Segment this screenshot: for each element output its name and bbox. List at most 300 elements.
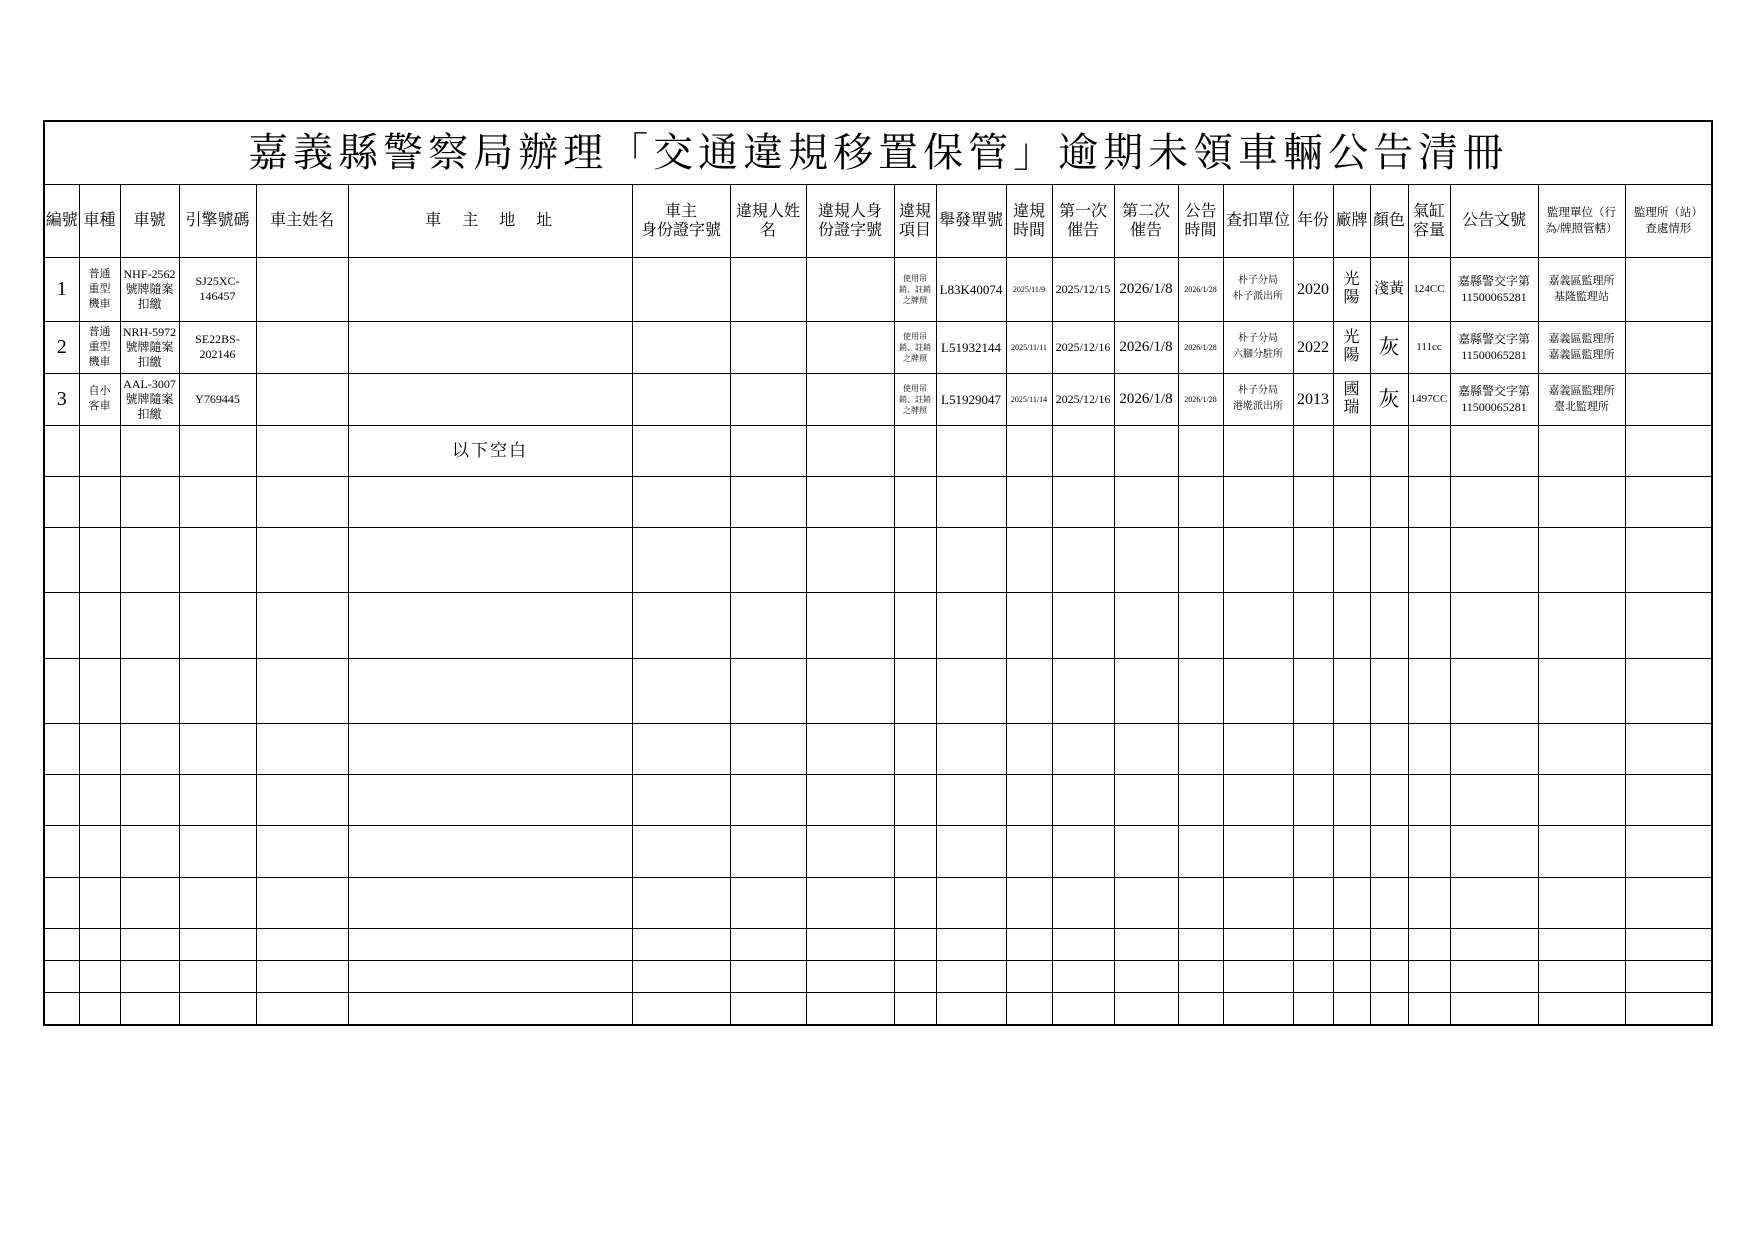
cell-owner-address	[348, 723, 632, 774]
cell-year	[1293, 476, 1333, 527]
cell-violation-time	[1006, 877, 1052, 928]
table-row	[44, 774, 1712, 825]
cell-first-notice: 2025/12/15	[1052, 257, 1114, 321]
cell-owner-name	[256, 425, 348, 476]
cell-announcement-no: 嘉縣警交字第 11500065281	[1450, 257, 1538, 321]
cell-second-notice	[1114, 658, 1178, 723]
cell-violation-time: 2025/11/11	[1006, 321, 1052, 373]
cell-violation-item	[894, 592, 936, 658]
cell-seizing-unit	[1223, 992, 1293, 1025]
cell-owner-id	[632, 476, 730, 527]
cell-owner-id	[632, 825, 730, 877]
cell-violation-time	[1006, 774, 1052, 825]
cell-announce-time	[1178, 527, 1223, 592]
cell-registry-office	[1538, 592, 1625, 658]
cell-no	[44, 425, 79, 476]
cell-displacement	[1408, 425, 1450, 476]
cell-second-notice	[1114, 774, 1178, 825]
cell-violation-item	[894, 992, 936, 1025]
cell-registry-office: 嘉義區監理所 臺北監理所	[1538, 373, 1625, 425]
cell-inspection-status	[1625, 592, 1712, 658]
cell-violator-name	[730, 373, 806, 425]
cell-seizing-unit	[1223, 425, 1293, 476]
cell-registry-office	[1538, 527, 1625, 592]
header-owner-address: 車 主 地 址	[348, 184, 632, 257]
cell-violation-item: 使用吊 銷、註銷 之牌照	[894, 257, 936, 321]
cell-owner-id	[632, 321, 730, 373]
cell-violation-item	[894, 527, 936, 592]
cell-year	[1293, 928, 1333, 960]
cell-vehicle-type	[79, 425, 120, 476]
cell-first-notice	[1052, 723, 1114, 774]
cell-first-notice	[1052, 992, 1114, 1025]
cell-plate	[120, 960, 179, 992]
table-body	[44, 257, 1712, 1025]
cell-seizing-unit: 朴子分局 朴子派出所	[1223, 257, 1293, 321]
cell-brand	[1333, 774, 1370, 825]
cell-owner-address	[348, 527, 632, 592]
cell-owner-address	[348, 877, 632, 928]
cell-vehicle-type	[79, 992, 120, 1025]
cell-violator-id	[806, 527, 894, 592]
cell-inspection-status	[1625, 877, 1712, 928]
cell-violation-time	[1006, 992, 1052, 1025]
cell-vehicle-type: 自小 客車	[79, 373, 120, 425]
cell-color	[1370, 877, 1408, 928]
cell-registry-office	[1538, 825, 1625, 877]
cell-owner-name	[256, 321, 348, 373]
cell-vehicle-type	[79, 960, 120, 992]
cell-inspection-status	[1625, 723, 1712, 774]
cell-owner-name	[256, 825, 348, 877]
cell-violation-item	[894, 825, 936, 877]
cell-inspection-status	[1625, 321, 1712, 373]
cell-violator-id	[806, 723, 894, 774]
cell-violation-time	[1006, 825, 1052, 877]
cell-brand	[1333, 592, 1370, 658]
cell-owner-id	[632, 592, 730, 658]
cell-owner-name	[256, 476, 348, 527]
cell-vehicle-type	[79, 592, 120, 658]
cell-announce-time	[1178, 658, 1223, 723]
cell-first-notice: 2025/12/16	[1052, 373, 1114, 425]
cell-brand	[1333, 527, 1370, 592]
cell-violation-item	[894, 774, 936, 825]
cell-violator-name	[730, 928, 806, 960]
cell-second-notice	[1114, 992, 1178, 1025]
cell-announce-time: 2026/1/28	[1178, 257, 1223, 321]
cell-violation-item	[894, 476, 936, 527]
cell-owner-name	[256, 257, 348, 321]
cell-seizing-unit: 朴子分局 港墘派出所	[1223, 373, 1293, 425]
cell-violator-id	[806, 877, 894, 928]
cell-violator-name	[730, 592, 806, 658]
cell-no	[44, 992, 79, 1025]
cell-plate: NHF-2562 號牌隨案 扣繳	[120, 257, 179, 321]
cell-brand	[1333, 658, 1370, 723]
header-owner-name: 車主姓名	[256, 184, 348, 257]
cell-registry-office	[1538, 774, 1625, 825]
header-brand: 廠牌	[1333, 184, 1370, 257]
cell-year	[1293, 658, 1333, 723]
cell-no	[44, 723, 79, 774]
table-row	[44, 425, 1712, 476]
cell-violator-id	[806, 658, 894, 723]
cell-owner-id	[632, 373, 730, 425]
cell-vehicle-type	[79, 476, 120, 527]
cell-owner-address	[348, 321, 632, 373]
cell-owner-address	[348, 928, 632, 960]
cell-announce-time	[1178, 960, 1223, 992]
cell-brand	[1333, 960, 1370, 992]
cell-owner-id	[632, 425, 730, 476]
cell-color	[1370, 928, 1408, 960]
announcement-table	[43, 120, 1713, 1026]
cell-brand	[1333, 425, 1370, 476]
cell-announce-time	[1178, 723, 1223, 774]
cell-announcement-no	[1450, 774, 1538, 825]
cell-first-notice	[1052, 928, 1114, 960]
cell-violator-name	[730, 992, 806, 1025]
cell-ticket-no: L51932144	[936, 321, 1006, 373]
cell-owner-name	[256, 723, 348, 774]
cell-vehicle-type: 普通 重型 機車	[79, 257, 120, 321]
cell-displacement	[1408, 723, 1450, 774]
table-row	[44, 592, 1712, 658]
cell-no	[44, 825, 79, 877]
table-row	[44, 321, 1712, 373]
cell-seizing-unit	[1223, 928, 1293, 960]
cell-year	[1293, 425, 1333, 476]
cell-violator-name	[730, 321, 806, 373]
cell-violation-item	[894, 928, 936, 960]
cell-engine-no: SE22BS- 202146	[179, 321, 256, 373]
table-row	[44, 928, 1712, 960]
cell-seizing-unit	[1223, 877, 1293, 928]
cell-displacement	[1408, 527, 1450, 592]
cell-color	[1370, 592, 1408, 658]
header-violator-name: 違規人姓 名	[730, 184, 806, 257]
cell-announce-time	[1178, 928, 1223, 960]
cell-violator-id	[806, 592, 894, 658]
cell-engine-no	[179, 723, 256, 774]
cell-violation-time	[1006, 960, 1052, 992]
cell-year	[1293, 723, 1333, 774]
cell-announcement-no	[1450, 825, 1538, 877]
cell-announcement-no	[1450, 723, 1538, 774]
cell-ticket-no	[936, 723, 1006, 774]
cell-color: 灰	[1370, 373, 1408, 425]
cell-second-notice	[1114, 960, 1178, 992]
title-row	[44, 121, 1712, 184]
cell-vehicle-type	[79, 723, 120, 774]
cell-plate	[120, 425, 179, 476]
cell-violation-item: 使用吊 銷、註銷 之牌照	[894, 321, 936, 373]
cell-violator-name	[730, 658, 806, 723]
header-owner-id: 車主 身份證字號	[632, 184, 730, 257]
cell-announce-time	[1178, 425, 1223, 476]
cell-inspection-status	[1625, 425, 1712, 476]
cell-owner-name	[256, 527, 348, 592]
cell-first-notice	[1052, 425, 1114, 476]
cell-displacement	[1408, 992, 1450, 1025]
cell-color	[1370, 527, 1408, 592]
cell-violation-time	[1006, 592, 1052, 658]
cell-owner-id	[632, 723, 730, 774]
cell-first-notice	[1052, 658, 1114, 723]
cell-registry-office	[1538, 723, 1625, 774]
cell-no	[44, 877, 79, 928]
cell-owner-id	[632, 527, 730, 592]
cell-owner-address	[348, 476, 632, 527]
cell-owner-name	[256, 877, 348, 928]
cell-violator-name	[730, 825, 806, 877]
cell-engine-no	[179, 774, 256, 825]
cell-announcement-no	[1450, 527, 1538, 592]
cell-inspection-status	[1625, 373, 1712, 425]
cell-second-notice: 2026/1/8	[1114, 373, 1178, 425]
table-row	[44, 723, 1712, 774]
cell-ticket-no: L51929047	[936, 373, 1006, 425]
cell-owner-name	[256, 592, 348, 658]
cell-violator-id	[806, 257, 894, 321]
cell-ticket-no	[936, 774, 1006, 825]
header-vehicle-type: 車種	[79, 184, 120, 257]
cell-year	[1293, 527, 1333, 592]
cell-registry-office: 嘉義區監理所 基隆監理站	[1538, 257, 1625, 321]
cell-owner-id	[632, 658, 730, 723]
cell-owner-name	[256, 373, 348, 425]
cell-seizing-unit	[1223, 825, 1293, 877]
cell-announcement-no	[1450, 960, 1538, 992]
cell-owner-id	[632, 960, 730, 992]
cell-inspection-status	[1625, 774, 1712, 825]
cell-seizing-unit	[1223, 527, 1293, 592]
cell-inspection-status	[1625, 960, 1712, 992]
header-announcement-no: 公告文號	[1450, 184, 1538, 257]
cell-engine-no	[179, 425, 256, 476]
cell-second-notice	[1114, 527, 1178, 592]
cell-engine-no: SJ25XC- 146457	[179, 257, 256, 321]
cell-year	[1293, 774, 1333, 825]
cell-ticket-no	[936, 825, 1006, 877]
cell-announce-time	[1178, 825, 1223, 877]
cell-registry-office	[1538, 476, 1625, 527]
table-row	[44, 960, 1712, 992]
cell-announcement-no	[1450, 425, 1538, 476]
cell-no	[44, 592, 79, 658]
header-first-notice: 第一次 催告	[1052, 184, 1114, 257]
cell-ticket-no	[936, 658, 1006, 723]
cell-owner-address	[348, 658, 632, 723]
cell-no: 1	[44, 257, 79, 321]
cell-inspection-status	[1625, 257, 1712, 321]
cell-seizing-unit: 朴子分局 六腳分駐所	[1223, 321, 1293, 373]
cell-violator-name	[730, 723, 806, 774]
cell-plate: NRH-5972 號牌隨案 扣繳	[120, 321, 179, 373]
cell-first-notice	[1052, 476, 1114, 527]
header-ticket-no: 舉發單號	[936, 184, 1006, 257]
cell-brand	[1333, 928, 1370, 960]
cell-color: 淺黃	[1370, 257, 1408, 321]
cell-violation-time	[1006, 527, 1052, 592]
cell-announcement-no	[1450, 928, 1538, 960]
cell-owner-id	[632, 257, 730, 321]
cell-brand	[1333, 825, 1370, 877]
cell-violation-item	[894, 877, 936, 928]
cell-owner-address	[348, 960, 632, 992]
cell-second-notice	[1114, 825, 1178, 877]
cell-owner-address	[348, 373, 632, 425]
cell-color: 灰	[1370, 321, 1408, 373]
cell-displacement: 124CC	[1408, 257, 1450, 321]
cell-owner-id	[632, 928, 730, 960]
cell-no	[44, 476, 79, 527]
cell-violator-id	[806, 425, 894, 476]
cell-inspection-status	[1625, 992, 1712, 1025]
cell-first-notice	[1052, 825, 1114, 877]
cell-announcement-no	[1450, 476, 1538, 527]
cell-owner-id	[632, 992, 730, 1025]
cell-violator-id	[806, 825, 894, 877]
cell-registry-office	[1538, 658, 1625, 723]
header-engine-no: 引擎號碼	[179, 184, 256, 257]
cell-vehicle-type	[79, 527, 120, 592]
cell-engine-no	[179, 992, 256, 1025]
cell-inspection-status	[1625, 825, 1712, 877]
header-displacement: 氣缸 容量	[1408, 184, 1450, 257]
cell-registry-office: 嘉義區監理所 嘉義區監理所	[1538, 321, 1625, 373]
cell-color	[1370, 960, 1408, 992]
cell-registry-office	[1538, 877, 1625, 928]
cell-brand	[1333, 476, 1370, 527]
table-head	[44, 121, 1712, 257]
cell-violation-item	[894, 425, 936, 476]
cell-color	[1370, 825, 1408, 877]
header-second-notice: 第二次 催告	[1114, 184, 1178, 257]
cell-owner-address	[348, 592, 632, 658]
cell-violation-time	[1006, 658, 1052, 723]
cell-violator-id	[806, 373, 894, 425]
cell-ticket-no	[936, 592, 1006, 658]
cell-ticket-no	[936, 960, 1006, 992]
header-violator-id: 違規人身 份證字號	[806, 184, 894, 257]
cell-engine-no	[179, 476, 256, 527]
cell-ticket-no	[936, 527, 1006, 592]
cell-plate	[120, 658, 179, 723]
cell-no	[44, 527, 79, 592]
cell-first-notice: 2025/12/16	[1052, 321, 1114, 373]
cell-violation-time: 2025/11/14	[1006, 373, 1052, 425]
cell-color	[1370, 476, 1408, 527]
cell-vehicle-type	[79, 825, 120, 877]
cell-violator-id	[806, 476, 894, 527]
cell-violator-name	[730, 774, 806, 825]
cell-owner-name	[256, 774, 348, 825]
cell-second-notice	[1114, 425, 1178, 476]
cell-announce-time	[1178, 877, 1223, 928]
table-row	[44, 373, 1712, 425]
cell-engine-no	[179, 877, 256, 928]
cell-second-notice	[1114, 476, 1178, 527]
cell-announcement-no	[1450, 877, 1538, 928]
cell-owner-address	[348, 774, 632, 825]
cell-vehicle-type: 普通 重型 機車	[79, 321, 120, 373]
cell-displacement	[1408, 658, 1450, 723]
cell-plate	[120, 592, 179, 658]
cell-announcement-no	[1450, 658, 1538, 723]
cell-brand: 光 陽	[1333, 257, 1370, 321]
cell-brand	[1333, 723, 1370, 774]
cell-owner-address: 以下空白	[348, 425, 632, 476]
cell-vehicle-type	[79, 928, 120, 960]
cell-announce-time	[1178, 476, 1223, 527]
cell-violator-id	[806, 321, 894, 373]
header-no: 編號	[44, 184, 79, 257]
cell-color	[1370, 992, 1408, 1025]
cell-vehicle-type	[79, 658, 120, 723]
cell-year	[1293, 592, 1333, 658]
cell-owner-id	[632, 877, 730, 928]
table-row	[44, 257, 1712, 321]
cell-announcement-no	[1450, 592, 1538, 658]
cell-engine-no	[179, 825, 256, 877]
cell-second-notice	[1114, 723, 1178, 774]
cell-displacement	[1408, 774, 1450, 825]
cell-ticket-no	[936, 992, 1006, 1025]
cell-plate: AAL-3007 號牌隨案 扣繳	[120, 373, 179, 425]
cell-no	[44, 928, 79, 960]
cell-no	[44, 774, 79, 825]
cell-no	[44, 960, 79, 992]
cell-engine-no	[179, 658, 256, 723]
cell-inspection-status	[1625, 476, 1712, 527]
cell-plate	[120, 476, 179, 527]
cell-brand: 國 瑞	[1333, 373, 1370, 425]
cell-owner-address	[348, 257, 632, 321]
header-year: 年份	[1293, 184, 1333, 257]
cell-seizing-unit	[1223, 774, 1293, 825]
cell-announcement-no	[1450, 992, 1538, 1025]
cell-announcement-no: 嘉縣警交字第 11500065281	[1450, 321, 1538, 373]
cell-announce-time: 2026/1/28	[1178, 321, 1223, 373]
cell-year	[1293, 877, 1333, 928]
cell-first-notice	[1052, 774, 1114, 825]
cell-violation-time: 2025/11/9	[1006, 257, 1052, 321]
cell-plate	[120, 774, 179, 825]
cell-engine-no	[179, 527, 256, 592]
header-plate: 車號	[120, 184, 179, 257]
header-violation-time: 違規 時間	[1006, 184, 1052, 257]
cell-plate	[120, 527, 179, 592]
cell-no	[44, 658, 79, 723]
cell-announce-time	[1178, 992, 1223, 1025]
cell-brand	[1333, 992, 1370, 1025]
cell-engine-no	[179, 928, 256, 960]
cell-year: 2013	[1293, 373, 1333, 425]
cell-ticket-no: L83K40074	[936, 257, 1006, 321]
cell-violation-time	[1006, 476, 1052, 527]
cell-first-notice	[1052, 877, 1114, 928]
cell-violator-name	[730, 476, 806, 527]
table-row	[44, 825, 1712, 877]
cell-color	[1370, 723, 1408, 774]
cell-violation-item	[894, 658, 936, 723]
header-seizing-unit: 查扣單位	[1223, 184, 1293, 257]
cell-owner-id	[632, 774, 730, 825]
cell-brand	[1333, 877, 1370, 928]
cell-engine-no: Y769445	[179, 373, 256, 425]
